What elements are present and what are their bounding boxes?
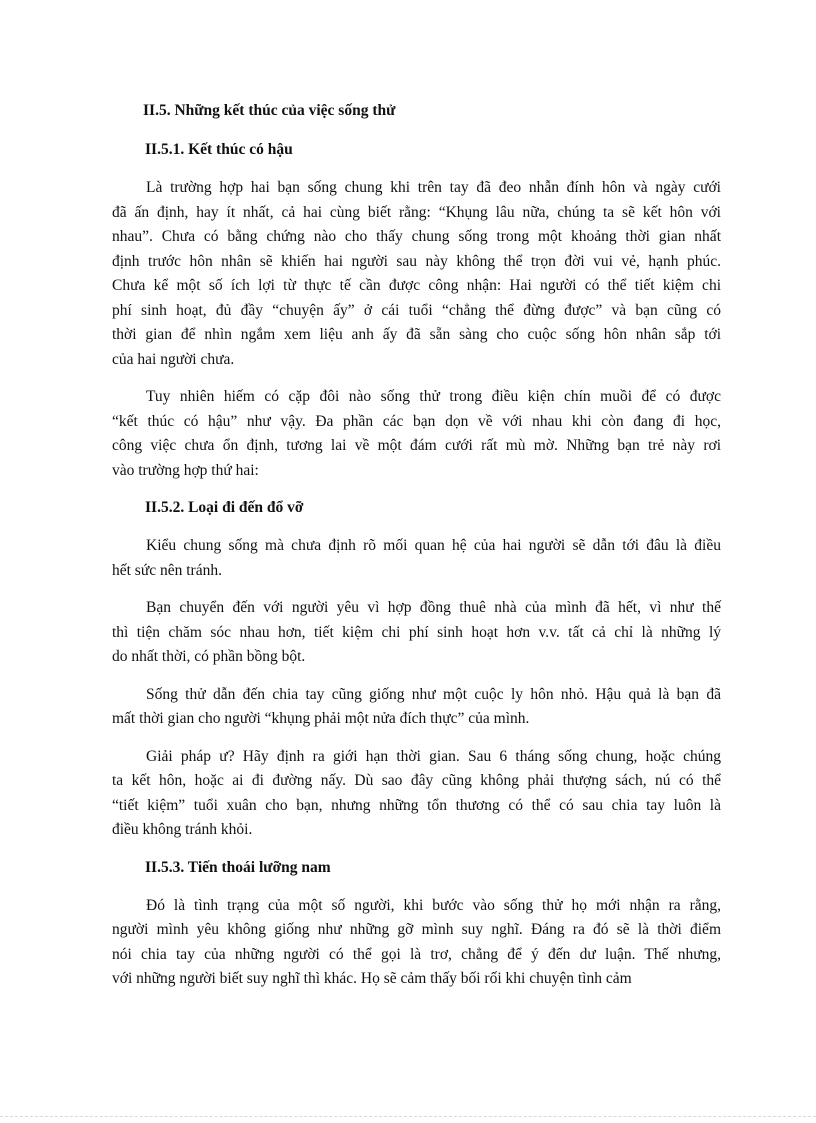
section-heading: II.5. Những kết thúc của việc sống thử — [143, 102, 396, 119]
text-line: nói chia tay của những người có thể gọi là trơ, chẳng để ý đến dư luận. Thế nhưng, — [112, 945, 721, 963]
text-line: Là trường hợp hai bạn sống chung khi trên tay đã đeo nhẫn đính hôn và ngày cưới — [146, 179, 721, 196]
subsection-heading-1: II.5.1. Kết thúc có hậu — [145, 141, 293, 158]
text-line: Kiểu chung sống mà chưa định rõ mối quan hệ của hai người sẽ dẫn tới đâu là điều — [146, 537, 721, 554]
paragraph — [112, 385, 721, 483]
text-line: với những người biết suy nghĩ thì khác. Họ sẽ cảm thấy bối rối khi chuyện tình cảm — [112, 970, 632, 987]
text-line: vào trường hợp thứ hai: — [112, 461, 259, 479]
paragraph — [112, 683, 721, 732]
text-line: phí sinh hoạt, đủ đầy “chuyện ấy” ở cái tuổi “chẳng thể đừng được” và bạn cũng có — [112, 301, 721, 319]
text-line: định trước hôn nhân sẽ khiến hai người sau này không thể trọn đời vui vẻ, hạnh phúc. — [112, 252, 721, 270]
text-line: thì tiện chăm sóc nhau hơn, tiết kiệm chi phí sinh hoạt hơn v.v. tất cả chỉ là những lý — [112, 623, 721, 641]
text-line: Giải pháp ư? Hãy định ra giới hạn thời gian. Sau 6 tháng sống chung, hoặc chúng — [146, 747, 721, 765]
text-line: Chưa kể một số ích lợi từ thực tế cần được công nhận: Hai người có thể tiết kiệm chi — [112, 277, 721, 294]
text-line: Sống thử dẫn đến chia tay cũng giống như một cuộc ly hôn nhỏ. Hậu quả là bạn đã — [146, 685, 721, 703]
text-line: Bạn chuyển đến với người yêu vì hợp đồng thuê nhà của mình đã hết, vì như thế — [146, 599, 721, 616]
text-line: ta kết hôn, hoặc ai đi đường nấy. Dù sao đây cũng không phải thượng sách, nú có thể — [112, 772, 721, 789]
text-line: “kết thúc có hậu” như vậy. Đa phần các bạn dọn về với nhau khi còn đang đi học, — [112, 412, 721, 430]
paragraph — [112, 534, 721, 583]
paragraph — [112, 176, 721, 372]
paragraph — [112, 745, 721, 843]
subsection-heading-3: II.5.3. Tiến thoái lưỡng nam — [145, 858, 331, 876]
text-line: hết sức nên tránh. — [112, 561, 222, 579]
paragraph — [112, 894, 721, 992]
text-line: “tiết kiệm” tuổi xuân cho bạn, nhưng những tổn thương có thể có sau chia tay luôn là — [112, 796, 721, 814]
text-line: công việc chưa ổn định, tương lai về một đám cưới rất mù mờ. Những bạn trẻ này rơi — [112, 437, 721, 454]
subsection-heading-2: II.5.2. Loại đi đến đổ vỡ — [145, 499, 304, 516]
text-line: Đó là tình trạng của một số người, khi bước vào sống thử họ mới nhận ra rằng, — [146, 896, 721, 914]
text-line: Tuy nhiên hiếm có cặp đôi nào sống thử trong điều kiện chín muồi để có được — [146, 388, 721, 405]
text-line: nhau”. Chưa có bằng chứng nào cho thấy chung sống trong một khoảng thời gian nhất — [112, 228, 721, 245]
page-content — [112, 99, 721, 1005]
text-line: của hai người chưa. — [112, 350, 235, 368]
paragraph — [112, 596, 721, 670]
text-line: đã ấn định, hay ít nhất, cả hai cùng biết rằng: “Khụng lâu nữa, chúng ta sẽ kết hôn với — [112, 203, 721, 221]
text-line: điều không tránh khỏi. — [112, 821, 253, 838]
page-bottom-divider — [0, 1116, 816, 1117]
text-line: thời gian để nhìn ngắm xem liệu anh ấy đã sẵn sàng cho cuộc sống hôn nhân sắp tới — [112, 326, 721, 343]
text-line: người mình yêu không giống như những gỡ mình suy nghĩ. Đáng ra đó sẽ là thời điểm — [112, 921, 721, 938]
text-line: mất thời gian cho người “khụng phải một nửa đích thực” của mình. — [112, 710, 530, 727]
text-line: do nhất thời, có phần bồng bột. — [112, 648, 306, 665]
